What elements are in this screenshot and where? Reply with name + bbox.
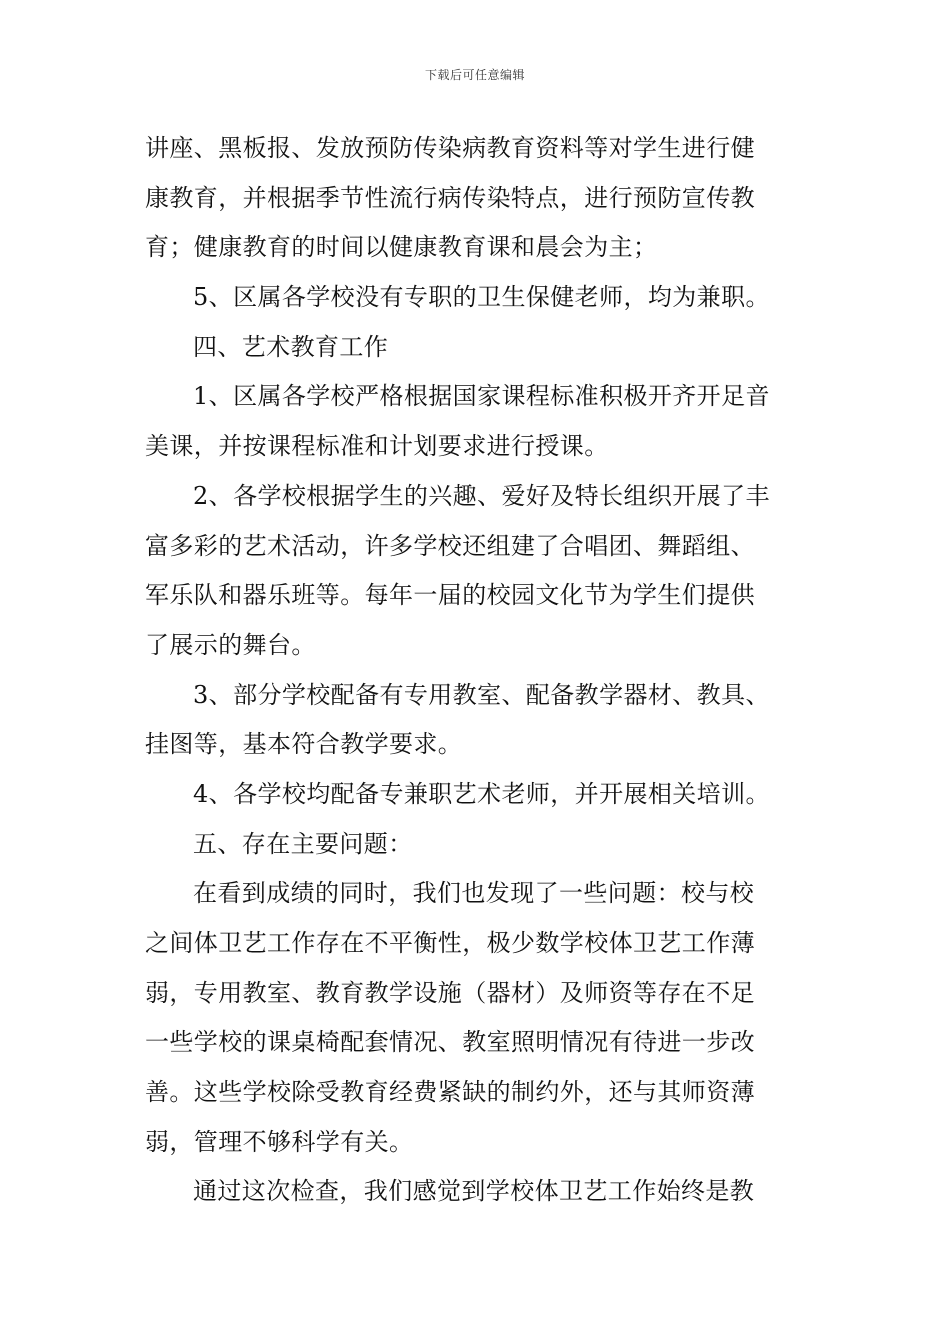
text-line: 弱，管理不够科学有关。 <box>145 1127 414 1156</box>
text-line: 了展示的舞台。 <box>145 630 316 659</box>
text-line: 通过这次检查，我们感觉到学校体卫艺工作始终是教 <box>193 1177 755 1206</box>
text-line: 一些学校的课桌椅配套情况、教室照明情况有待进一步改 <box>145 1028 755 1057</box>
section-heading: 五、存在主要问题： <box>193 829 413 858</box>
text-line: 之间体卫艺工作存在不平衡性，极少数学校体卫艺工作薄 <box>145 929 755 957</box>
text-line: 挂图等，基本符合教学要求。 <box>145 730 463 759</box>
text-line: 在看到成绩的同时，我们也发现了一些问题：校与校 <box>193 879 755 908</box>
text-line: 育；健康教育的时间以健康教育课和晨会为主； <box>145 233 658 262</box>
text-line: 弱，专用教室、教育教学设施（器材）及师资等存在不足 <box>145 978 755 1007</box>
page-header: 下载后可任意编辑 <box>424 68 525 82</box>
text-line: 美课，并按课程标准和计划要求进行授课。 <box>145 432 609 461</box>
text-line: 军乐队和器乐班等。每年一届的校园文化节为学生们提供 <box>145 581 755 610</box>
text-line: 1、区属各学校严格根据国家课程标准积极开齐开足音 <box>193 382 770 411</box>
text-line: 善。这些学校除受教育经费紧缺的制约外，还与其师资薄 <box>145 1078 755 1107</box>
text-line: 5、区属各学校没有专职的卫生保健老师，均为兼职。 <box>193 283 770 312</box>
document-body <box>145 124 805 1217</box>
text-line: 3、部分学校配备有专用教室、配备教学器材、教具、 <box>193 680 770 709</box>
text-line: 富多彩的艺术活动，许多学校还组建了合唱团、舞蹈组、 <box>145 531 755 560</box>
section-heading: 四、艺术教育工作 <box>193 332 389 361</box>
text-line: 讲座、黑板报、发放预防传染病教育资料等对学生进行健 <box>145 134 755 162</box>
text-line: 康教育，并根据季节性流行病传染特点，进行预防宣传教 <box>145 183 755 212</box>
text-line: 4、各学校均配备专兼职艺术老师，并开展相关培训。 <box>193 779 770 808</box>
text-line: 2、各学校根据学生的兴趣、爱好及特长组织开展了丰 <box>193 481 770 510</box>
